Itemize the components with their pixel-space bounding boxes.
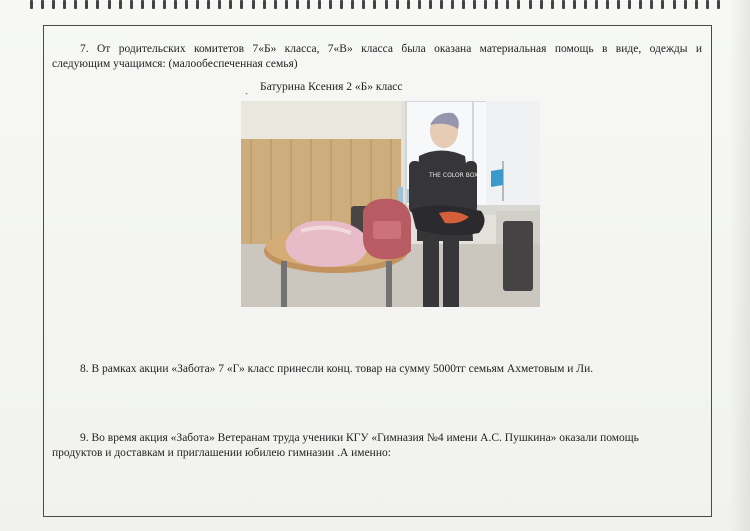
photo-caption: Батурина Ксения 2 «Б» класс	[260, 81, 403, 93]
item-9-paragraph	[52, 431, 702, 461]
shirt-print: THE COLOR BOX	[429, 172, 479, 179]
scan-mark: ˎ	[245, 84, 249, 95]
item-7-paragraph	[52, 42, 702, 72]
item-8-paragraph: 8. В рамках акции «Забота» 7 «Г» класс принесли конц. товар на сумму 5000тг семьям Ахметовым и Ли.	[80, 363, 594, 375]
spiral-binding	[30, 0, 720, 10]
item-7-line-1: 7. От родительских комитетов 7«Б» класса, 7«В» класса была оказана материальная помощь в виде, одежды и	[80, 43, 702, 55]
photo-student-with-donations	[241, 101, 540, 307]
item-9-line-1: 9. Во время акция «Забота» Ветеранам труда ученики КГУ «Гимназия №4 имени А.С. Пушкина» оказали помощь	[80, 432, 639, 444]
item-7-line-2: следующим учащимся: (малообеспеченная семья)	[52, 58, 298, 70]
item-9-line-2: продуктов и доставкам и приглашении юбилею гимназии .А именно:	[52, 447, 391, 459]
